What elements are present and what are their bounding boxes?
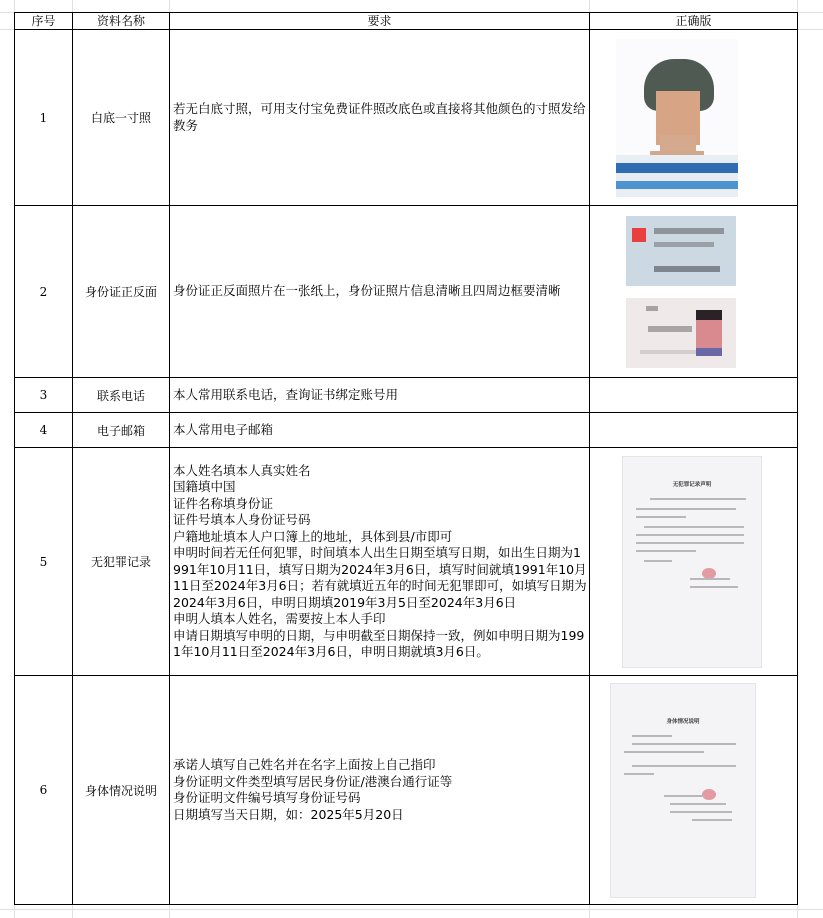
table-row (15, 206, 798, 378)
requirement-line: 身份证明文件类型填写居民身份证/港澳台通行证等 (173, 773, 453, 789)
table-row (15, 378, 798, 413)
requirement-line: 本人常用电子邮箱 (173, 421, 274, 437)
cell-name[interactable]: 白底一寸照 (73, 30, 170, 206)
id-card-back (626, 298, 736, 368)
cell-requirement[interactable] (170, 448, 590, 676)
cell-name[interactable]: 联系电话 (73, 378, 170, 413)
document-title: 身体情况说明 (666, 718, 700, 725)
table-row (15, 30, 798, 206)
requirement-line: 若无白底寸照，可用支付宝免费证件照改底色或直接将其他颜色的寸照发给教务 (173, 101, 586, 133)
cell-no[interactable]: 5 (15, 448, 73, 676)
cell-sample[interactable] (590, 676, 798, 905)
cell-no[interactable]: 6 (15, 676, 73, 905)
requirement-line: 本人常用联系电话，查询证书绑定账号用 (173, 386, 399, 402)
requirement-line: 户籍地址填本人户口簿上的地址，具体到县/市即可 (173, 528, 453, 544)
table-row (15, 676, 798, 905)
requirement-line: 身份证正反面照片在一张纸上，身份证照片信息清晰且四周边框要清晰 (173, 283, 561, 299)
cell-requirement[interactable] (170, 30, 590, 206)
cell-sample[interactable] (590, 413, 798, 448)
cell-requirement[interactable] (170, 378, 590, 413)
cell-no[interactable]: 2 (15, 206, 73, 378)
requirement-line: 证件号填本人身份证号码 (173, 512, 311, 527)
table-row (15, 448, 798, 676)
requirement-line: 日期填写当天日期，如：2025年5月20日 (173, 806, 404, 822)
cell-sample[interactable] (590, 448, 798, 676)
requirement-line: 证件名称填身份证 (173, 495, 274, 511)
cell-no[interactable]: 3 (15, 378, 73, 413)
id-card-front (626, 216, 736, 286)
requirement-line: 本人姓名填本人真实姓名 (173, 462, 311, 478)
header-requirement[interactable]: 要求 (170, 13, 590, 30)
header-sample[interactable]: 正确版 (590, 13, 798, 30)
header-row (15, 13, 798, 30)
requirement-line: 身份证明文件编号填写身份证号码 (173, 790, 361, 805)
cell-requirement[interactable] (170, 676, 590, 905)
cell-sample[interactable] (590, 30, 798, 206)
cell-name[interactable]: 无犯罪记录 (73, 448, 170, 676)
cell-no[interactable]: 4 (15, 413, 73, 448)
cell-name[interactable]: 电子邮箱 (73, 413, 170, 448)
requirement-line: 申请日期填写申明的日期，与申明截至日期保持一致，例如申明日期为1991年10月11日至2024年3月6日，申明日期就填3月6日。 (173, 627, 585, 659)
requirements-table (14, 12, 798, 905)
document-icon (610, 683, 756, 898)
requirement-line: 承诺人填写自己姓名并在名字上面按上自己指印 (173, 757, 436, 772)
cell-name[interactable]: 身份证正反面 (73, 206, 170, 378)
document-title: 无犯罪记录声明 (672, 481, 712, 488)
cell-no[interactable]: 1 (15, 30, 73, 206)
cell-sample[interactable] (590, 378, 798, 413)
requirement-line: 申明人填本人姓名，需要按上本人手印 (173, 611, 386, 626)
cell-requirement[interactable] (170, 413, 590, 448)
portrait-photo-icon (616, 39, 738, 197)
document-icon (622, 456, 762, 668)
cell-sample[interactable] (590, 206, 798, 378)
requirement-line: 申明时间若无任何犯罪，时间填本人出生日期至填写日期，如出生日期为1991年10月11日，填写日期为2024年3月6日，填写时间就填1991年10月11日至2024年3月6日；若有就填近五年的时间无犯罪即可，如填写日期为2024年3月6日，申明日期填2019年3月5日至2024年3月6日 (173, 545, 587, 610)
cell-name[interactable]: 身体情况说明 (73, 676, 170, 905)
header-no[interactable]: 序号 (15, 13, 73, 30)
header-name[interactable]: 资料名称 (73, 13, 170, 30)
requirement-line: 国籍填中国 (173, 479, 236, 494)
gridline (0, 909, 823, 910)
id-card-icon (626, 216, 738, 368)
cell-requirement[interactable] (170, 206, 590, 378)
table-row (15, 413, 798, 448)
